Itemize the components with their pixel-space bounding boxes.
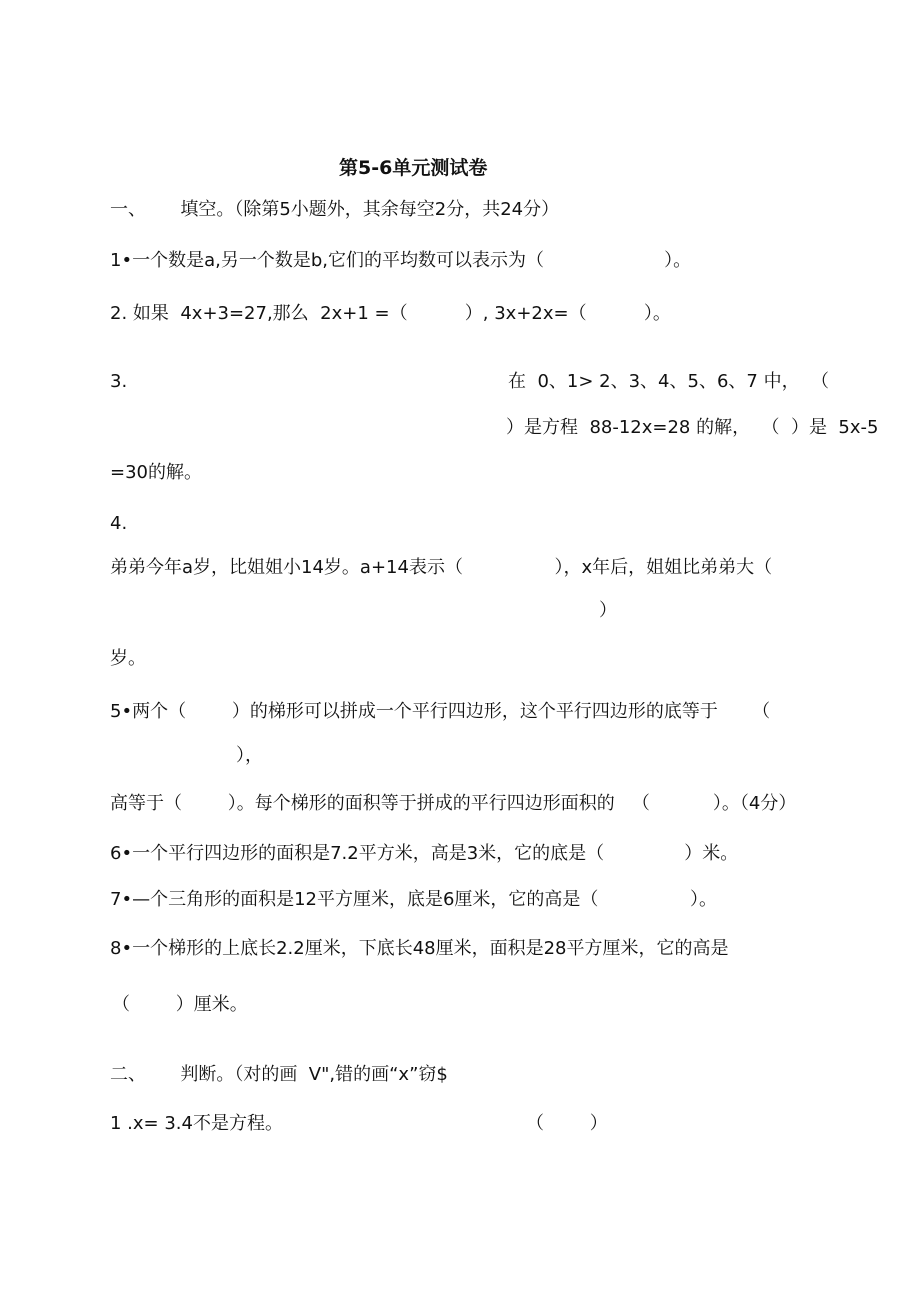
question-4-line-1: 弟弟今年a岁，比姐姐小14岁。a+14表示（ ），x年后，姐姐比弟弟大（ bbox=[110, 557, 773, 578]
page-title: 第5-6单元测试卷 bbox=[339, 157, 488, 179]
section-2-heading: 二、 判断。（对的画 V",错的画“x”窃$ bbox=[110, 1064, 448, 1085]
question-3-line-1: 在 0、1> 2、3、4、5、6、7 中， （ bbox=[508, 371, 830, 392]
question-2: 2. 如果 4x+3=27,那么 2x+1 =（ ）, 3x+2x=（ ）。 bbox=[110, 303, 671, 324]
judge-question-1-answer-paren: （ ） bbox=[526, 1113, 608, 1134]
question-5-line-3: 高等于（ ）。每个梯形的面积等于拼成的平行四边形面积的 （ ）。（4分） bbox=[110, 793, 797, 814]
question-3-line-2: ）是方程 88-12x=28 的解， （ ）是 5x-5 bbox=[506, 417, 879, 438]
question-8-line-1: 8•一个梯形的上底长2.2厘米，下底长48厘米，面积是28平方厘米，它的高是 bbox=[110, 938, 729, 959]
question-7: 7•—个三角形的面积是12平方厘米，底是6厘米，它的高是（ ）。 bbox=[110, 889, 717, 910]
question-4-line-2: ） bbox=[599, 600, 617, 621]
question-3-line-3: =30的解。 bbox=[110, 462, 202, 483]
section-1-heading: 一、 填空。（除第5小题外，其余每空2分，共24分） bbox=[110, 199, 560, 220]
question-5-line-1: 5•两个（ ）的梯形可以拼成一个平行四边形，这个平行四边形的底等于 （ bbox=[110, 701, 771, 722]
question-1: 1•一个数是a,另一个数是b,它们的平均数可以表示为（ ）。 bbox=[110, 250, 692, 271]
question-6: 6•一个平行四边形的面积是7.2平方米，高是3米，它的底是（ ）米。 bbox=[110, 843, 739, 864]
question-8-line-2: （ ）厘米。 bbox=[112, 994, 248, 1015]
question-3-number: 3. bbox=[110, 371, 128, 392]
question-4-line-3: 岁。 bbox=[110, 648, 146, 669]
judge-question-1: 1 .x= 3.4不是方程。 bbox=[110, 1113, 283, 1134]
question-5-line-2: ）， bbox=[236, 745, 263, 766]
question-4-number: 4. bbox=[110, 513, 128, 534]
